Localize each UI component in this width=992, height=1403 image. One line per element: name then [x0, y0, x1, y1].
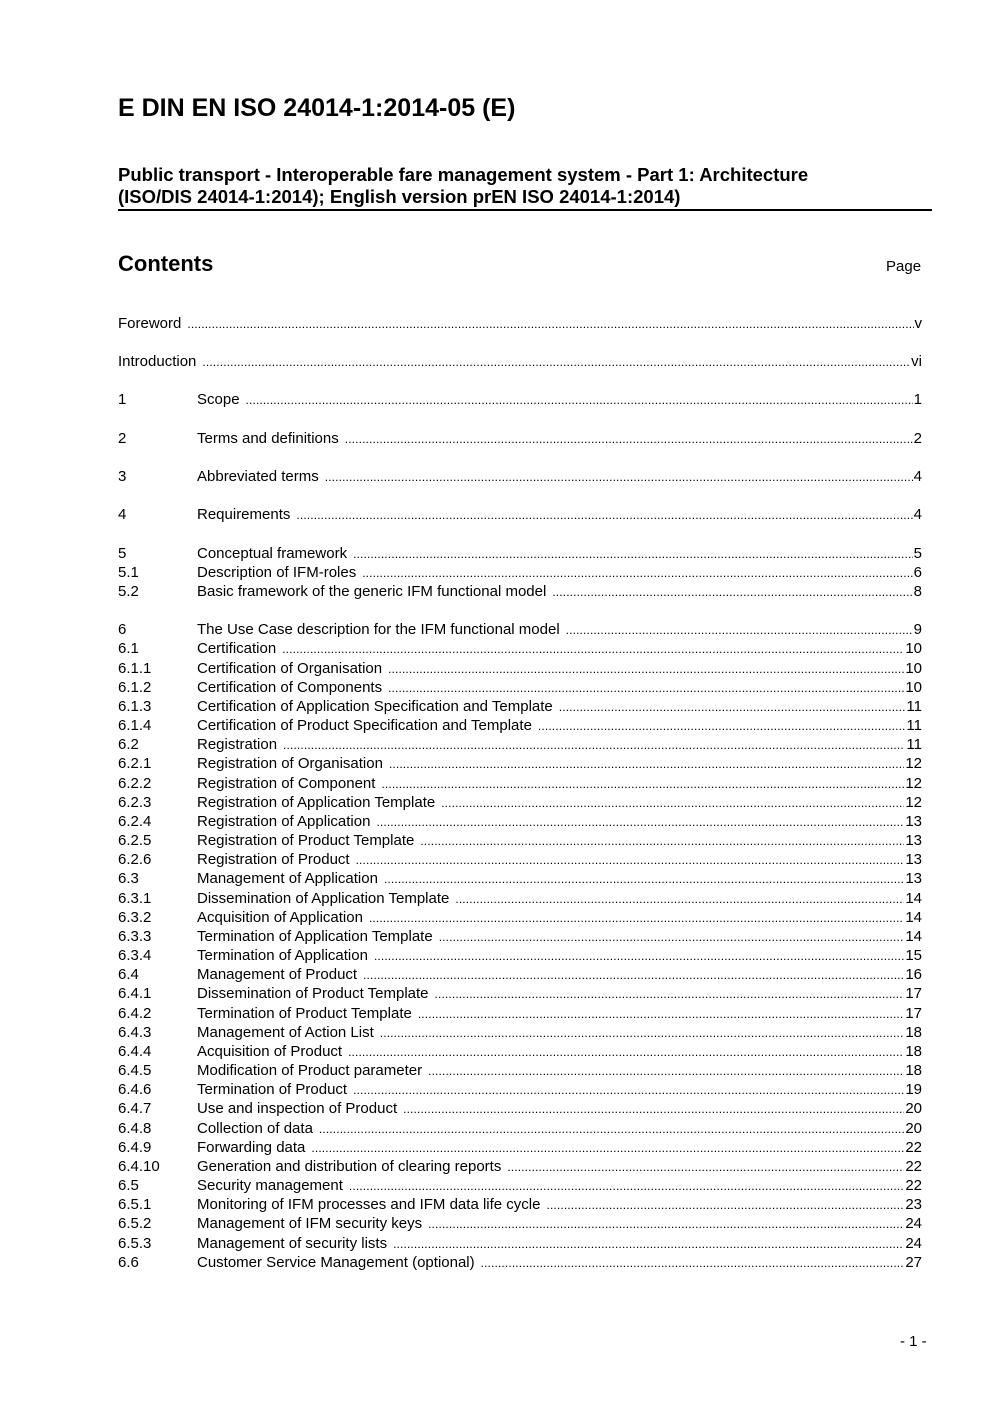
toc-dot-leader	[369, 911, 904, 925]
toc-entry[interactable]	[118, 1139, 922, 1158]
toc-entry[interactable]	[118, 755, 922, 774]
toc-dot-leader	[353, 1083, 904, 1097]
toc-entry-title: Foreword	[118, 315, 182, 332]
toc-entry-page: 2	[913, 430, 922, 447]
toc-dot-leader	[566, 623, 913, 637]
toc-dot-leader	[380, 1026, 905, 1040]
toc-entry-number: 6.2.3	[118, 794, 152, 811]
toc-dot-leader	[381, 777, 904, 791]
toc-dot-leader	[376, 815, 904, 829]
toc-entry-title: Dissemination of Application Template	[197, 890, 450, 907]
toc-entry-number: 6.2.2	[118, 775, 152, 792]
toc-entry-title: Use and inspection of Product	[197, 1100, 398, 1117]
toc-entry-page: 11	[906, 717, 922, 734]
toc-entry-title: Collection of data	[197, 1120, 313, 1137]
toc-entry[interactable]	[118, 1158, 922, 1177]
toc-dot-leader	[384, 872, 904, 886]
toc-entry[interactable]	[118, 353, 922, 372]
toc-dot-leader	[362, 566, 912, 580]
toc-entry-page: 5	[913, 545, 922, 562]
toc-entry-number: 6.4.2	[118, 1005, 152, 1022]
toc-entry-number: 6.4.4	[118, 1043, 152, 1060]
toc-dot-leader	[418, 1007, 904, 1021]
toc-entry[interactable]	[118, 1024, 922, 1043]
toc-entry-number: 5.2	[118, 583, 139, 600]
toc-entry-title: Forwarding data	[197, 1139, 306, 1156]
toc-entry-number: 6.3.1	[118, 890, 152, 907]
toc-entry-page: 11	[906, 736, 922, 753]
toc-entry-page: 18	[905, 1043, 922, 1060]
toc-entry-title: Certification of Product Specification and Template	[197, 717, 532, 734]
page-column-label: Page	[886, 258, 922, 275]
toc-entry[interactable]	[118, 679, 922, 698]
toc-entry[interactable]	[118, 870, 922, 889]
toc-dot-leader	[428, 1064, 904, 1078]
toc-entry[interactable]	[118, 985, 922, 1004]
toc-dot-leader	[345, 432, 913, 446]
toc-entry-page: 16	[905, 966, 922, 983]
toc-entry-title: Dissemination of Product Template	[197, 985, 429, 1002]
toc-entry-page: 17	[905, 1005, 922, 1022]
toc-entry-page: 18	[905, 1062, 922, 1079]
toc-entry-number: 6.2.4	[118, 813, 152, 830]
toc-entry-page: 14	[905, 928, 922, 945]
toc-entry-title: Registration	[197, 736, 278, 753]
toc-entry-page: 4	[913, 468, 922, 485]
toc-dot-leader	[283, 738, 905, 752]
toc-entry-title: Management of Action List	[197, 1024, 374, 1041]
document-subtitle	[118, 164, 932, 211]
toc-entry-title: Certification	[197, 640, 277, 657]
toc-entry-title: Registration of Product Template	[197, 832, 415, 849]
toc-entry[interactable]	[118, 1196, 922, 1215]
toc-entry[interactable]	[118, 391, 922, 410]
toc-entry-title: Certification of Application Specification and Template	[197, 698, 553, 715]
toc-entry[interactable]	[118, 698, 922, 717]
toc-entry[interactable]	[118, 315, 922, 334]
toc-entry-page: 10	[905, 679, 922, 696]
toc-entry[interactable]	[118, 1081, 922, 1100]
toc-dot-leader	[388, 662, 904, 676]
toc-entry[interactable]	[118, 890, 922, 909]
toc-entry[interactable]	[118, 928, 922, 947]
toc-entry[interactable]	[118, 621, 922, 640]
toc-entry[interactable]	[118, 909, 922, 928]
toc-entry-title: Management of security lists	[197, 1235, 388, 1252]
toc-dot-leader	[202, 355, 910, 369]
toc-entry-page: 22	[905, 1158, 922, 1175]
toc-entry[interactable]	[118, 1254, 922, 1273]
toc-entry-number: 2	[118, 430, 127, 447]
page-number: - 1 -	[900, 1333, 927, 1350]
toc-dot-leader	[393, 1237, 904, 1251]
toc-entry-title: Acquisition of Application	[197, 909, 363, 926]
toc-entry[interactable]	[118, 813, 922, 832]
toc-dot-leader	[428, 1217, 904, 1231]
toc-entry-number: 1	[118, 391, 127, 408]
toc-dot-leader	[282, 642, 904, 656]
toc-entry-number: 6.3	[118, 870, 139, 887]
toc-entry[interactable]	[118, 1120, 922, 1139]
toc-dot-leader	[439, 930, 905, 944]
toc-dot-leader	[246, 393, 913, 407]
toc-entry-page: 12	[905, 755, 922, 772]
contents-heading: Contents	[118, 251, 214, 276]
toc-dot-leader	[325, 470, 913, 484]
toc-entry[interactable]	[118, 775, 922, 794]
toc-entry-title: Management of Product	[197, 966, 358, 983]
toc-entry-title: Registration of Organisation	[197, 755, 383, 772]
toc-entry-title: Termination of Product	[197, 1081, 348, 1098]
toc-entry-title: Description of IFM-roles	[197, 564, 357, 581]
toc-dot-leader	[356, 853, 905, 867]
toc-entry-page: 9	[913, 621, 922, 638]
toc-entry-number: 6.1.2	[118, 679, 152, 696]
toc-entry-title: Management of IFM security keys	[197, 1215, 423, 1232]
toc-entry[interactable]	[118, 794, 922, 813]
toc-entry-page: 22	[905, 1177, 922, 1194]
toc-dot-leader	[552, 585, 912, 599]
toc-entry-page: 12	[905, 775, 922, 792]
toc-dot-leader	[559, 700, 906, 714]
toc-entry-number: 6.4.5	[118, 1062, 152, 1079]
toc-dot-leader	[435, 987, 905, 1001]
toc-entry-number: 6.1.1	[118, 660, 152, 677]
toc-entry-number: 5	[118, 545, 127, 562]
toc-entry-number: 6.1.3	[118, 698, 152, 715]
toc-entry-number: 3	[118, 468, 127, 485]
toc-entry-title: Certification of Components	[197, 679, 383, 696]
toc-entry[interactable]	[118, 1043, 922, 1062]
toc-dot-leader	[363, 968, 904, 982]
toc-entry[interactable]	[118, 468, 922, 487]
toc-entry-page: 22	[905, 1139, 922, 1156]
toc-entry-title: The Use Case description for the IFM functional model	[197, 621, 560, 638]
toc-entry-page: 14	[905, 890, 922, 907]
toc-entry[interactable]	[118, 736, 922, 755]
toc-entry-title: Customer Service Management (optional)	[197, 1254, 475, 1271]
toc-entry-number: 6.4	[118, 966, 139, 983]
toc-entry-title: Abbreviated terms	[197, 468, 319, 485]
toc-entry-title: Conceptual framework	[197, 545, 348, 562]
toc-entry[interactable]	[118, 564, 922, 583]
toc-entry-page: 15	[905, 947, 922, 964]
toc-dot-leader	[388, 681, 904, 695]
toc-entry-number: 5.1	[118, 564, 139, 581]
toc-entry-number: 6.4.6	[118, 1081, 152, 1098]
toc-entry-title: Termination of Application	[197, 947, 368, 964]
toc-entry[interactable]	[118, 506, 922, 525]
toc-entry-title: Monitoring of IFM processes and IFM data life cycle	[197, 1196, 541, 1213]
toc-entry-page: 23	[905, 1196, 922, 1213]
toc-entry[interactable]	[118, 1100, 922, 1119]
toc-entry-number: 6.5	[118, 1177, 139, 1194]
toc-entry-number: 6.4.10	[118, 1158, 160, 1175]
toc-entry-title: Certification of Organisation	[197, 660, 383, 677]
toc-entry-number: 6.2	[118, 736, 139, 753]
toc-entry-page: 13	[905, 851, 922, 868]
toc-dot-leader	[187, 317, 913, 331]
toc-entry-page: 10	[905, 660, 922, 677]
toc-entry-title: Introduction	[118, 353, 197, 370]
toc-entry[interactable]	[118, 545, 922, 564]
toc-entry-title: Basic framework of the generic IFM functional model	[197, 583, 547, 600]
toc-entry-number: 6.2.5	[118, 832, 152, 849]
toc-entry-number: 6	[118, 621, 127, 638]
toc-entry-page: 14	[905, 909, 922, 926]
toc-entry-page: 8	[913, 583, 922, 600]
toc-entry-page: 1	[913, 391, 922, 408]
toc-entry[interactable]	[118, 430, 922, 449]
toc-entry-page: 13	[905, 832, 922, 849]
toc-entry[interactable]	[118, 1005, 922, 1024]
toc-dot-leader	[481, 1256, 905, 1270]
toc-entry-page: v	[914, 315, 922, 332]
toc-entry[interactable]	[118, 832, 922, 851]
toc-entry-title: Termination of Product Template	[197, 1005, 412, 1022]
toc-entry-number: 6.3.3	[118, 928, 152, 945]
toc-entry-page: vi	[911, 353, 922, 370]
toc-entry-title: Terms and definitions	[197, 430, 339, 447]
toc-entry-number: 4	[118, 506, 127, 523]
toc-dot-leader	[403, 1102, 904, 1116]
toc-entry-page: 13	[905, 813, 922, 830]
toc-entry-page: 4	[913, 506, 922, 523]
toc-entry-number: 6.1	[118, 640, 139, 657]
toc-dot-leader	[296, 508, 912, 522]
toc-entry-number: 6.2.1	[118, 755, 152, 772]
toc-entry-number: 6.2.6	[118, 851, 152, 868]
toc-entry-title: Termination of Application Template	[197, 928, 433, 945]
toc-entry-title: Scope	[197, 391, 240, 408]
toc-entry-number: 6.4.8	[118, 1120, 152, 1137]
toc-entry-page: 20	[905, 1100, 922, 1117]
toc-entry[interactable]	[118, 1215, 922, 1234]
toc-entry-number: 6.5.3	[118, 1235, 152, 1252]
toc-entry-page: 20	[905, 1120, 922, 1137]
subtitle-line-2: (ISO/DIS 24014-1:2014); English version prEN ISO 24014-1:2014)	[118, 186, 681, 207]
toc-dot-leader	[455, 892, 904, 906]
toc-dot-leader	[348, 1045, 904, 1059]
toc-entry-number: 6.6	[118, 1254, 139, 1271]
toc-entry[interactable]	[118, 1177, 922, 1196]
toc-entry-page: 18	[905, 1024, 922, 1041]
toc-dot-leader	[349, 1179, 904, 1193]
toc-entry-title: Security management	[197, 1177, 343, 1194]
toc-entry-number: 6.5.2	[118, 1215, 152, 1232]
toc-dot-leader	[546, 1198, 904, 1212]
toc-entry-title: Registration of Application	[197, 813, 371, 830]
toc-entry[interactable]	[118, 1235, 922, 1254]
toc-entry-title: Management of Application	[197, 870, 378, 887]
toc-entry-page: 6	[913, 564, 922, 581]
toc-entry-page: 24	[905, 1215, 922, 1232]
toc-entry-page: 11	[906, 698, 922, 715]
toc-entry-page: 27	[905, 1254, 922, 1271]
document-title: E DIN EN ISO 24014-1:2014-05 (E)	[118, 94, 516, 122]
toc-entry[interactable]	[118, 966, 922, 985]
toc-dot-leader	[507, 1160, 904, 1174]
toc-entry-title: Generation and distribution of clearing reports	[197, 1158, 502, 1175]
toc-entry[interactable]	[118, 660, 922, 679]
toc-entry-title: Acquisition of Product	[197, 1043, 343, 1060]
toc-entry-number: 6.4.1	[118, 985, 152, 1002]
toc-entry[interactable]	[118, 851, 922, 870]
toc-dot-leader	[374, 949, 904, 963]
toc-entry[interactable]	[118, 1062, 922, 1081]
toc-entry-title: Requirements	[197, 506, 291, 523]
toc-entry-page: 10	[905, 640, 922, 657]
toc-entry-title: Registration of Product	[197, 851, 350, 868]
toc-entry[interactable]	[118, 947, 922, 966]
subtitle-line-1: Public transport - Interoperable fare management system - Part 1: Architecture	[118, 164, 809, 185]
toc-entry-number: 6.3.4	[118, 947, 152, 964]
toc-dot-leader	[420, 834, 904, 848]
toc-entry-number: 6.1.4	[118, 717, 152, 734]
toc-entry-page: 24	[905, 1235, 922, 1252]
toc-dot-leader	[311, 1141, 904, 1155]
toc-entry-title: Registration of Application Template	[197, 794, 436, 811]
toc-entry-title: Registration of Component	[197, 775, 376, 792]
toc-entry-number: 6.4.3	[118, 1024, 152, 1041]
toc-entry-page: 12	[905, 794, 922, 811]
toc-entry-title: Modification of Product parameter	[197, 1062, 423, 1079]
toc-dot-leader	[389, 757, 904, 771]
toc-entry-page: 19	[905, 1081, 922, 1098]
toc-entry-number: 6.4.9	[118, 1139, 152, 1156]
toc-entry-page: 13	[905, 870, 922, 887]
toc-dot-leader	[353, 547, 913, 561]
toc-entry-number: 6.4.7	[118, 1100, 152, 1117]
toc-entry[interactable]	[118, 640, 922, 659]
toc-entry[interactable]	[118, 717, 922, 736]
toc-entry-page: 17	[905, 985, 922, 1002]
toc-entry[interactable]	[118, 583, 922, 602]
toc-entry-number: 6.5.1	[118, 1196, 152, 1213]
toc-dot-leader	[538, 719, 906, 733]
toc-dot-leader	[319, 1122, 904, 1136]
toc-dot-leader	[441, 796, 904, 810]
toc-entry-number: 6.3.2	[118, 909, 152, 926]
